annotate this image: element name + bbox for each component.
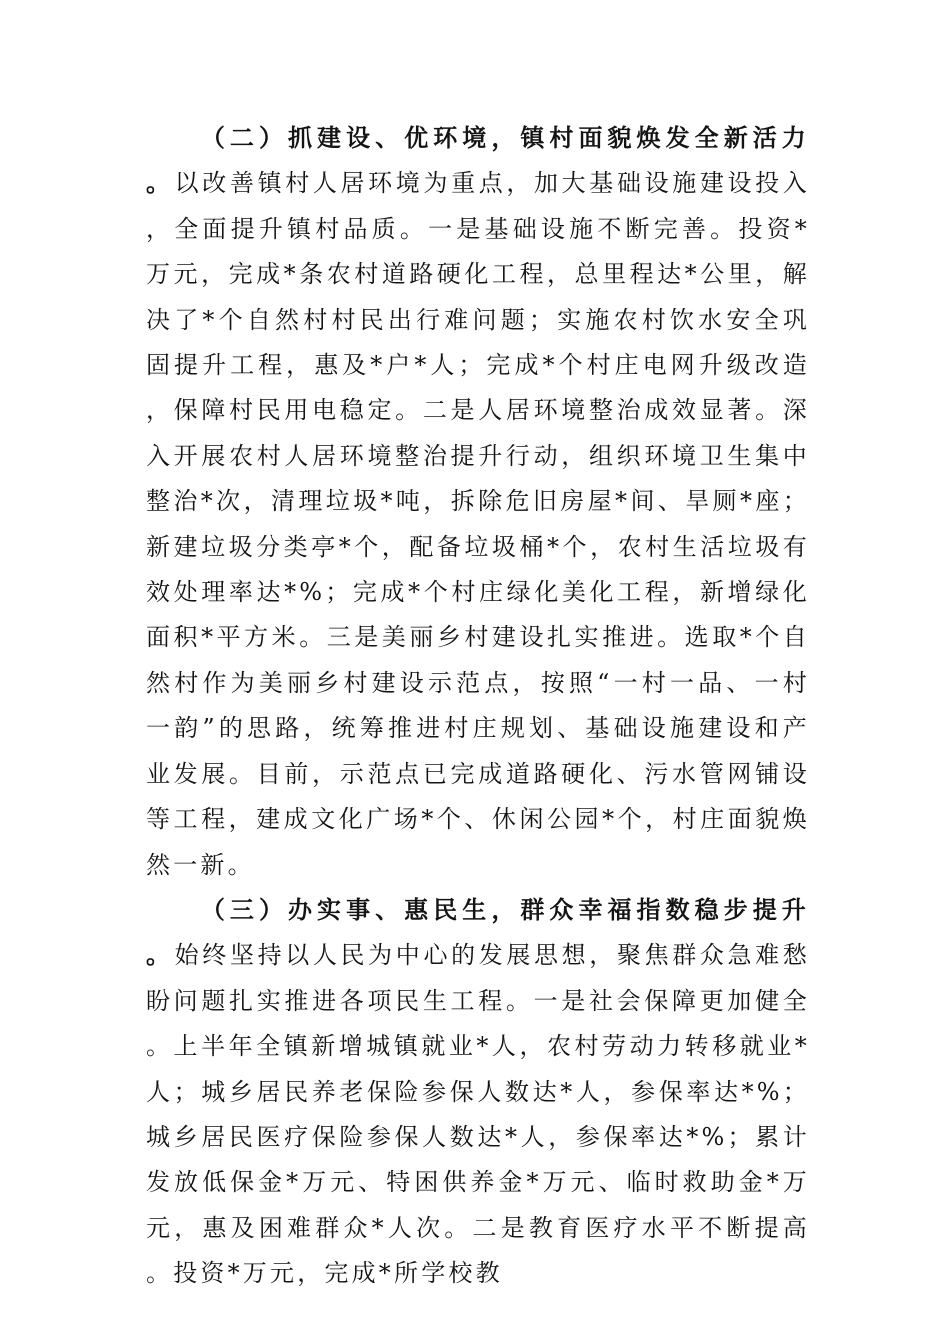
section-2-body: 以改善镇村人居环境为重点，加大基础设施建设投入，全面提升镇村品质。一是基础设施不断完善。投资*万元，完成*条农村道路硬化工程，总里程达*公里，解决了*个自然村村民出行难问题；实施农村饮水安全巩固提升工程，惠及*户*人；完成*个村庄电网升级改造，保障村民用电稳定。二是人居环境整治成效显著。深入开展农村人居环境整治提升行动，组织环境卫生集中整治*次，清理垃圾*吨，拆除危旧房屋*间、旱厕*座；新建垃圾分类亭*个，配备垃圾桶*个，农村生活垃圾有效处理率达*%；完成*个村庄绿化美化工程，新增绿化面积*平方米。三是美丽乡村建设扎实推进。选取*个自然村作为美丽乡村建设示范点，按照“一村一品、一村一韵”的思路，统筹推进村庄规划、基础设施建设和产业发展。目前，示范点已完成道路硬化、污水管网铺设等工程，建成文化广场*个、休闲公园*个，村庄面貌焕然一新。 [146,169,810,879]
paragraph-section-3 [146,888,810,1297]
section-3-body: 始终坚持以人民为中心的发展思想，聚焦群众急难愁盼问题扎实推进各项民生工程。一是社会保障更加健全。上半年全镇新增城镇就业*人，农村劳动力转移就业*人；城乡居民养老保险参保人数达*人，参保率达*%；城乡居民医疗保险参保人数达*人，参保率达*%；累计发放低保金*万元、特困供养金*万元、临时救助金*万元，惠及困难群众*人次。二是教育医疗水平不断提高。投资*万元，完成*所学校教 [146,941,810,1288]
document-body [146,116,810,1297]
section-3-heading: （三）办实事、惠民生，群众幸福指数稳步提升。 [146,895,810,970]
section-2-heading: （二）抓建设、优环境，镇村面貌焕发全新活力。 [146,124,810,198]
paragraph-section-2 [146,116,810,888]
